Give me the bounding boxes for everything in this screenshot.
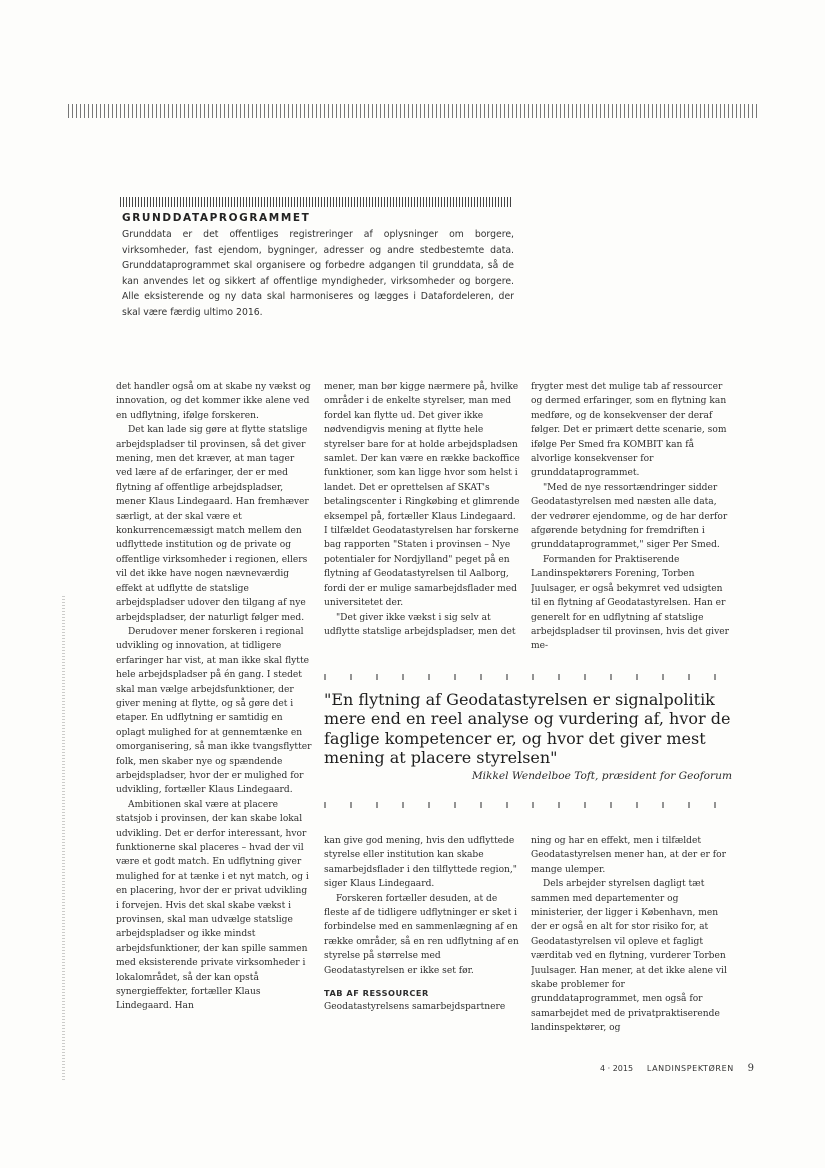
factbox-title: GRUNDDATAPROGRAMMET [122,212,311,224]
pullquote-text: "En flytning af Geodatastyrelsen er signalpolitik mere end en reel analyse og vurdering af, hvor de faglige kompetencer er, og hvor det giver mest mening at placere styrelsen" [324,690,731,768]
paragraph: kan give god mening, hvis den udflyttede styrelse eller institution kan skabe samarbejdsflader i den tilflyttede region," siger Klaus Lindegaard. [324,836,517,890]
pullquote-attribution: Mikkel Wendelboe Toft, præsident for Geoforum [471,770,732,782]
article-column-4 [324,834,521,1060]
page-number: 9 [747,1063,754,1074]
paragraph: Formanden for Praktiserende Landinspektørers Forening, Torben Juulsager, er også bekymret ved udsigten til en flytning af Geodatastyrelsen. Han er generelt for en udflytning af statslige arbejdspladser til provinsen, hvis det giver me- [531,554,729,650]
paragraph: Geodatastyrelsens samarbejdspartnere [324,1002,506,1013]
paragraph: Dels arbejder styrelsen dagligt tæt sammen med departementer og ministerier, der ligger i København, men der er også en alt for stor risiko for, at Geodatastyrelsen vil opleve et fagligt værditab ved en flytning, vurderer Torben Juulsager. Han mener, at det ikke alene vil skabe problemer for grunddataprogrammet, men også for samarbejdet med de privatpraktiserende landinspektører, og [531,879,727,1034]
paragraph: Derudover mener forskeren i regional udvikling og innovation, at tidligere erfaringer har vist, at man ikke skal flytte hele arbejdspladser på én gang. I stedet skal man vælge arbejdsfunktioner, der giver mening at flytte, og så gøre det i etaper. En udflytning er samtidig en oplagt mulighed for at gennemtænke en omorganisering, så man ikke tvangsflytter folk, men skaber nye og spændende arbejdspladser, hvor der er mulighed for udvikling, fortæller Klaus Lindegaard. [116,626,312,796]
paragraph: "Det giver ikke vækst i sig selv at udflytte statslige arbejdspladser, men det [324,612,516,637]
pullquote-top-dots [324,674,732,680]
paragraph: Forskeren fortæller desuden, at de fleste af de tidligere udflytninger er sket i forbindelse med en sammenlægning af en række områder, så en ren udflytning af en styrelse på størrelse med Geodatastyrelsen er ikke set før. [324,893,519,976]
paragraph: ning og har en effekt, men i tilfældet Geodatastyrelsen mener han, at der er for mange ulemper. [531,836,726,875]
article-column-1 [116,380,312,1060]
factbox-body: Grunddata er det offentliges registreringer af oplysninger om borgere, virksomheder, fast ejendom, bygninger, adresser og andre stedbestemte data. Grunddataprogrammet skal organisere og forbedre adgangen til grunddata, så de kan anvendes let og sikkert af offentlige myndigheder, virksomheder og borgere. Alle eksisterende og ny data skal harmoniseres og lægges i Datafordeleren, der skal være færdig ultimo 2016. [122,229,514,318]
article-column-2 [324,380,521,650]
paragraph: Ambitionen skal være at placere statsjob i provinsen, der kan skabe lokal udvikling. Det er derfor interessant, hvor funktionerne skal placeres – hvad der vil være et godt match. En udflytning giver mulighed for at tænke i et nyt match, og i en placering, hvor der er privat udvikling i forvejen. Hvis det skal skabe vækst i provinsen, skal man udvælge statslige arbejdspladser og ikke mindst arbejdsfunktioner, der kan spille sammen med eksisterende private virksomheder i lokalområdet, så der kan opstå synergieffekter, fortæller Klaus Lindegaard. Han [116,799,309,1012]
paragraph: mener, man bør kigge nærmere på, hvilke områder i de enkelte styrelser, man med fordel kan flytte ud. Det giver ikke nødvendigvis mening at flytte hele styrelser bare for at holde arbejdspladsen samlet. Der kan være en række backoffice funktioner, som kan ligge hvor som helst i landet. Det er oprettelsen af SKAT's betalingscenter i Ringkøbing et glimrende eksempel på, fortæller Klaus Lindegaard. I tilfældet Geodatastyrelsen har forskerne bag rapporten "Staten i provinsen – Nye potentialer for Nordjylland" peget på en flytning af Geodatastyrelsen til Aalborg, fordi der er mulige samarbejdsflader med universitetet der. [324,382,520,609]
subheading: TAB AF RESSOURCER [324,988,429,999]
factbox-rule [120,197,512,207]
paragraph: "Med de nye ressortændringer sidder Geodatastyrelsen med næsten alle data, der vedrører ejendomme, og de har derfor afgørende betydning for fremdriften i grunddataprogrammet," siger Per Smed. [531,482,728,551]
pullquote-bottom-dots [324,802,732,808]
issue-number: 4 · 2015 [600,1064,634,1073]
magazine-name: LANDINSPEKTØREN [646,1064,734,1073]
paragraph: frygter mest det mulige tab af ressourcer og dermed erfaringer, som en flytning kan medføre, og de konsekvenser der deraf følger. Det er primært dette scenarie, som ifølge Per Smed fra KOMBIT kan få alvorlige konsekvenser for grunddataprogrammet. [531,382,727,479]
scan-artifact [62,596,65,1082]
top-decorative-rule [68,104,758,118]
article-column-5 [531,834,731,1060]
paragraph: det handler også om at skabe ny vækst og innovation, og det kommer ikke alene ved en udflytning, ifølge forskeren. [116,382,311,421]
article-column-3 [531,380,731,650]
paragraph: Det kan lade sig gøre at flytte statslige arbejdspladser til provinsen, så det giver mening, men det kræver, at man tager ved lære af de erfaringer, der er med flytning af offentlige arbejdspladser, mener Klaus Lindegaard. Han fremhæver særligt, at der skal være et konkurrencemæssigt match mellem den udflyttede institution og de private og offentlige virksomheder i regionen, ellers vil det ikke have nogen nævneværdig effekt at udflytte de statslige arbejdspladser udover den tilgang af nye arbejdspladser, der naturligt følger med. [116,425,309,623]
page-footer [600,1063,754,1074]
